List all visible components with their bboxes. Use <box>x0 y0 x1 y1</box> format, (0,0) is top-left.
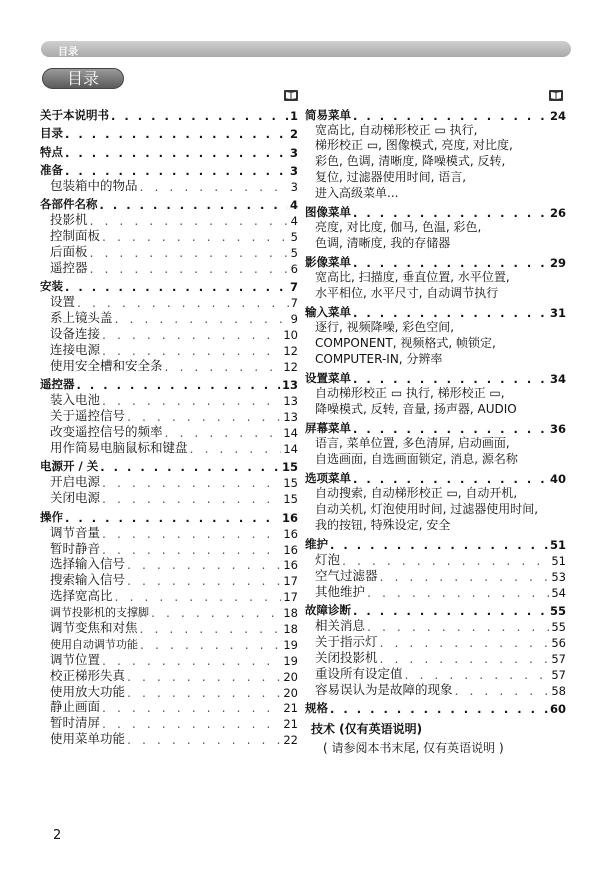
book-icon <box>549 90 563 101</box>
toc-leader-dots <box>353 472 548 486</box>
toc-entry-title: 目录 <box>40 126 63 140</box>
toc-leader-dots <box>77 378 280 392</box>
toc-page-number: 21 <box>283 701 298 716</box>
toc-leader-dots <box>330 538 548 552</box>
toc-entry-title: 关闭电源 <box>50 490 101 506</box>
toc-chapter-entry[interactable] <box>40 123 298 142</box>
toc-page-number: 26 <box>549 205 566 220</box>
toc-leader-dots <box>127 573 281 588</box>
toc-entry-title: 遥控器 <box>50 259 88 275</box>
toc-leader-dots <box>353 206 548 220</box>
toc-page-number: 34 <box>549 372 566 387</box>
toc-page-number: 2 <box>289 127 298 141</box>
toc-leader-dots <box>102 491 281 506</box>
toc-page-number: 15 <box>281 460 298 475</box>
toc-section-entry[interactable] <box>40 620 298 636</box>
toc-leader-dots <box>330 702 548 716</box>
toc-entry-title: 装入电池 <box>50 392 101 408</box>
toc-leader-dots <box>367 585 549 600</box>
toc-chapter-entry[interactable] <box>40 104 298 123</box>
toc-entry-title: 暂时静音 <box>50 540 101 556</box>
toc-page-number: 20 <box>283 685 298 700</box>
toc-leader-dots <box>165 359 282 374</box>
toc-page-number: 58 <box>551 683 566 698</box>
toc-page-number: 4 <box>290 214 298 229</box>
toc-page-number: 55 <box>551 620 566 635</box>
toc-entry-title: 关于遥控信号 <box>50 408 126 424</box>
toc-page-number: 14 <box>283 441 298 456</box>
toc-page-number: 6 <box>290 261 298 276</box>
book-icon <box>284 90 298 101</box>
toc-description-line: 我的按钮, 特殊设定, 安全 <box>315 517 451 532</box>
toc-entry-title: 包装箱中的物品 <box>50 177 138 193</box>
toc-entry-title: 关于指示灯 <box>315 634 378 650</box>
toc-leader-dots <box>353 372 548 386</box>
toc-entry-title: 用作简易电脑鼠标和键盘 <box>50 439 188 455</box>
toc-leader-dots <box>65 146 288 160</box>
toc-left-column <box>40 104 298 747</box>
toc-chapter-entry[interactable] <box>305 368 566 387</box>
toc-leader-dots <box>102 229 289 244</box>
toc-leader-dots <box>102 542 281 557</box>
toc-description-line: 自动关机, 灯泡使用时间, 过滤器使用时间, <box>315 502 539 517</box>
toc-entry-title: 图像菜单 <box>305 204 351 219</box>
toc-leader-dots <box>102 327 281 342</box>
toc-page-number: 13 <box>283 394 298 409</box>
toc-entry-title: 使用菜单功能 <box>50 731 126 747</box>
toc-entry-title: 灯泡 <box>315 552 341 568</box>
toc-leader-dots <box>190 441 282 456</box>
toc-page-number: 17 <box>283 574 298 589</box>
toc-page-number: 10 <box>283 328 298 343</box>
toc-entry-title: 使用放大功能 <box>50 683 126 699</box>
toc-leader-dots <box>455 683 550 698</box>
toc-leader-dots <box>127 557 281 572</box>
toc-entry-title: 规格 <box>305 701 328 716</box>
toc-entry-title: 简易菜单 <box>305 107 351 122</box>
toc-description-line: 自动搜索, 自动梯形校正 ▭, 自动开机, <box>315 486 518 501</box>
toc-entry-title: 调节位置 <box>50 651 101 667</box>
toc-entry-title: 重设所有设定值 <box>315 665 403 681</box>
toc-entry-title: 选择输入信号 <box>50 556 126 572</box>
toc-page-number: 4 <box>289 198 298 213</box>
toc-entry-title: 设备连接 <box>50 326 101 342</box>
toc-page-number: 56 <box>551 636 566 651</box>
toc-description-line: 逐行, 视频降噪, 彩色空间, <box>315 320 455 335</box>
toc-chapter-entry[interactable] <box>305 418 566 437</box>
toc-description-line: 亮度, 对比度, 伽马, 色温, 彩色, <box>315 219 482 234</box>
toc-page-number: 7 <box>289 280 298 295</box>
toc-entry-title: 选择宽高比 <box>50 588 113 604</box>
toc-entry-title: 暂时清屏 <box>50 715 101 731</box>
toc-entry-title: 投影机 <box>50 212 88 228</box>
toc-leader-dots <box>65 127 288 141</box>
toc-description-line: 水平相位, 水平尺寸, 自动调节执行 <box>315 285 499 300</box>
toc-section-entry[interactable] <box>40 588 298 604</box>
toc-page-number: 36 <box>549 422 566 437</box>
toc-leader-dots <box>380 569 550 584</box>
toc-leader-dots <box>380 635 550 650</box>
page-number: 2 <box>53 828 62 843</box>
toc-page-number: 29 <box>549 256 566 271</box>
toc-section-entry[interactable] <box>40 358 298 374</box>
toc-chapter-entry[interactable] <box>305 252 566 271</box>
toc-page-number: 40 <box>549 472 566 487</box>
toc-leader-dots <box>140 621 282 636</box>
toc-entry-title: 静止画面 <box>50 699 101 715</box>
toc-leader-dots <box>102 653 281 668</box>
toc-entry-title: 遥控器 <box>40 377 75 392</box>
toc-page-number: 60 <box>549 702 566 717</box>
toc-entry-title: 连接电源 <box>50 342 101 358</box>
toc-leader-dots <box>102 716 281 731</box>
toc-leader-dots <box>380 651 550 666</box>
toc-leader-dots <box>353 109 548 123</box>
toc-entry-title: 设置菜单 <box>305 371 351 386</box>
toc-section-entry[interactable] <box>305 682 566 698</box>
toc-leader-dots <box>367 619 549 634</box>
toc-page-number: 17 <box>283 590 298 605</box>
toc-entry-title: 关闭投影机 <box>315 649 378 665</box>
toc-section-entry[interactable] <box>40 731 298 747</box>
toc-section-entry[interactable] <box>40 490 298 506</box>
toc-leader-dots <box>102 700 281 715</box>
toc-page-number: 20 <box>283 669 298 684</box>
toc-page-number: 12 <box>283 359 298 374</box>
toc-description-line: 宽高比, 扫描度, 垂直位置, 水平位置, <box>315 270 510 285</box>
toc-entry-title: 准备 <box>40 163 63 177</box>
toc-entry-title: 安装 <box>40 279 63 294</box>
toc-section-entry[interactable] <box>40 260 298 276</box>
toc-page-number: 13 <box>283 410 298 425</box>
toc-page-number: 9 <box>290 312 298 327</box>
toc-entry-title: 控制面板 <box>50 228 101 244</box>
toc-leader-dots <box>353 306 548 320</box>
toc-leader-dots <box>102 475 281 490</box>
toc-page-number: 57 <box>551 651 566 666</box>
toc-leader-dots <box>127 669 281 684</box>
toc-entry-title: 影像菜单 <box>305 255 351 270</box>
toc-entry-title: 电源开 / 关 <box>40 459 99 474</box>
toc-page-number: 19 <box>283 653 298 668</box>
toc-leader-dots <box>115 589 282 604</box>
toc-entry-title: 系上镜头盖 <box>50 310 113 326</box>
toc-leader-dots <box>102 526 281 541</box>
toc-description-line: 进入高级菜单... <box>315 185 399 200</box>
toc-entry-title: 输入菜单 <box>305 305 351 320</box>
toc-leader-dots <box>100 198 288 212</box>
toc-page-number: 31 <box>549 306 566 321</box>
toc-description-line: 自选画面, 自选画面锁定, 消息, 源名称 <box>315 451 518 466</box>
toc-description-line: COMPONENT, 视频格式, 帧锁定, <box>315 335 496 350</box>
toc-leader-dots <box>353 256 548 270</box>
section-header-bar <box>41 41 571 57</box>
toc-entry-title: 校正梯形失真 <box>50 667 126 683</box>
toc-page-number: 3 <box>289 164 298 178</box>
toc-entry-title: 调节投影机的支撑脚 <box>50 606 149 620</box>
toc-leader-dots <box>102 393 281 408</box>
toc-entry-title: 使用自动调节功能 <box>50 637 138 651</box>
toc-chapter-entry[interactable] <box>305 468 566 487</box>
toc-description-line: 彩色, 色调, 清晰度, 降噪模式, 反转, <box>315 154 506 169</box>
toc-page-number: 18 <box>283 606 298 621</box>
toc-page-number: 7 <box>290 296 298 311</box>
toc-page-number: 24 <box>549 108 566 123</box>
toc-chapter-entry[interactable] <box>40 141 298 160</box>
toc-leader-dots <box>140 179 289 194</box>
toc-section-entry[interactable] <box>40 178 298 194</box>
toc-page-number: 16 <box>281 510 298 525</box>
toc-entry-title: 使用安全槽和安全条 <box>50 357 163 373</box>
toc-page-number: 51 <box>549 538 566 553</box>
toc-page-number: 54 <box>551 585 566 600</box>
technical-section-note: ( 请参阅本书末尾, 仅有英语说明 ) <box>323 741 504 756</box>
toc-leader-dots <box>353 422 548 436</box>
toc-page-number: 3 <box>290 179 298 194</box>
toc-leader-dots <box>151 605 281 620</box>
technical-section-title[interactable]: 技术 (仅有英语说明) <box>311 722 423 737</box>
toc-description-line: 色调, 清晰度, 我的存储器 <box>315 235 451 250</box>
toc-section-entry[interactable] <box>40 440 298 456</box>
toc-leader-dots <box>140 637 281 652</box>
section-header-label: 目录 <box>58 47 78 58</box>
toc-leader-dots <box>65 280 288 294</box>
toc-description-line: 梯形校正 ▭, 图像模式, 亮度, 对比度, <box>315 138 513 153</box>
toc-leader-dots <box>111 109 288 123</box>
toc-leader-dots <box>90 213 289 228</box>
toc-chapter-entry[interactable] <box>305 104 566 123</box>
toc-entry-title: 其他维护 <box>315 583 366 599</box>
toc-page-number: 15 <box>283 476 298 491</box>
toc-entry-title: 空气过滤器 <box>315 567 378 583</box>
toc-entry-title: 调节变焦和对焦 <box>50 619 138 635</box>
toc-entry-title: 容易误认为是故障的现象 <box>315 681 453 697</box>
toc-description-line: COMPUTER-IN, 分辨率 <box>315 351 443 366</box>
toc-entry-title: 故障诊断 <box>305 603 351 618</box>
toc-page-number: 51 <box>551 554 566 569</box>
toc-leader-dots <box>115 311 289 326</box>
toc-leader-dots <box>90 245 289 260</box>
toc-description-line: 语言, 菜单位置, 多色清屏, 启动画面, <box>315 436 510 451</box>
toc-chapter-entry[interactable] <box>40 276 298 295</box>
toc-entry-title: 各部件名称 <box>40 197 98 212</box>
toc-description-line: 复位, 过滤器使用时间, 语言, <box>315 169 467 184</box>
toc-page-number: 3 <box>289 145 298 160</box>
toc-chapter-entry[interactable] <box>305 302 566 321</box>
toc-entry-title: 选项菜单 <box>305 471 351 486</box>
toc-right-column <box>305 104 566 756</box>
toc-page-number: 16 <box>283 542 298 557</box>
toc-entry-title: 搜索输入信号 <box>50 572 126 588</box>
toc-leader-dots <box>100 460 280 474</box>
toc-entry-title: 操作 <box>40 509 63 524</box>
page-title: 目录 <box>42 68 124 89</box>
toc-section-entry[interactable] <box>305 584 566 600</box>
toc-entry-title: 关于本说明书 <box>40 107 109 122</box>
toc-page-number: 5 <box>290 230 298 245</box>
toc-page-number: 5 <box>290 246 298 261</box>
toc-page-number: 16 <box>283 526 298 541</box>
toc-entry-title: 改变遥控信号的频率 <box>50 424 163 440</box>
toc-leader-dots <box>127 685 281 700</box>
toc-page-number: 55 <box>549 604 566 619</box>
toc-entry-title: 维护 <box>305 537 328 552</box>
toc-entry-title: 特点 <box>40 144 63 159</box>
toc-page-number: 16 <box>283 558 298 573</box>
toc-page-number: 15 <box>283 492 298 507</box>
toc-description-line: 宽高比, 自动梯形校正 ▭ 执行, <box>315 122 478 137</box>
toc-page-number: 14 <box>283 426 298 441</box>
toc-page-number: 22 <box>283 733 298 748</box>
toc-chapter-entry[interactable] <box>305 698 566 717</box>
toc-chapter-entry[interactable] <box>305 201 566 220</box>
toc-entry-title: 设置 <box>50 294 76 310</box>
toc-leader-dots <box>90 261 289 276</box>
toc-entry-title: 相关消息 <box>315 618 366 634</box>
toc-entry-title: 屏幕菜单 <box>305 421 351 436</box>
toc-description-line: 降噪模式, 反转, 音量, 扬声器, AUDIO <box>315 401 517 416</box>
toc-page-number: 12 <box>283 344 298 359</box>
toc-entry-title: 调节音量 <box>50 524 101 540</box>
toc-page-number: 57 <box>551 667 566 682</box>
toc-page-number: 13 <box>281 378 298 393</box>
toc-chapter-entry[interactable] <box>305 534 566 553</box>
toc-description-line: 自动梯形校正 ▭ 执行, 梯形校正 ▭, <box>315 386 505 401</box>
toc-entry-title: 后面板 <box>50 244 88 260</box>
toc-entry-title: 开启电源 <box>50 474 101 490</box>
toc-page-number: 18 <box>283 621 298 636</box>
toc-page-number: 1 <box>289 108 298 123</box>
toc-page-number: 21 <box>283 717 298 732</box>
toc-leader-dots <box>353 604 548 618</box>
toc-page-number: 53 <box>551 569 566 584</box>
toc-leader-dots <box>127 732 281 747</box>
toc-page-number: 19 <box>283 637 298 652</box>
